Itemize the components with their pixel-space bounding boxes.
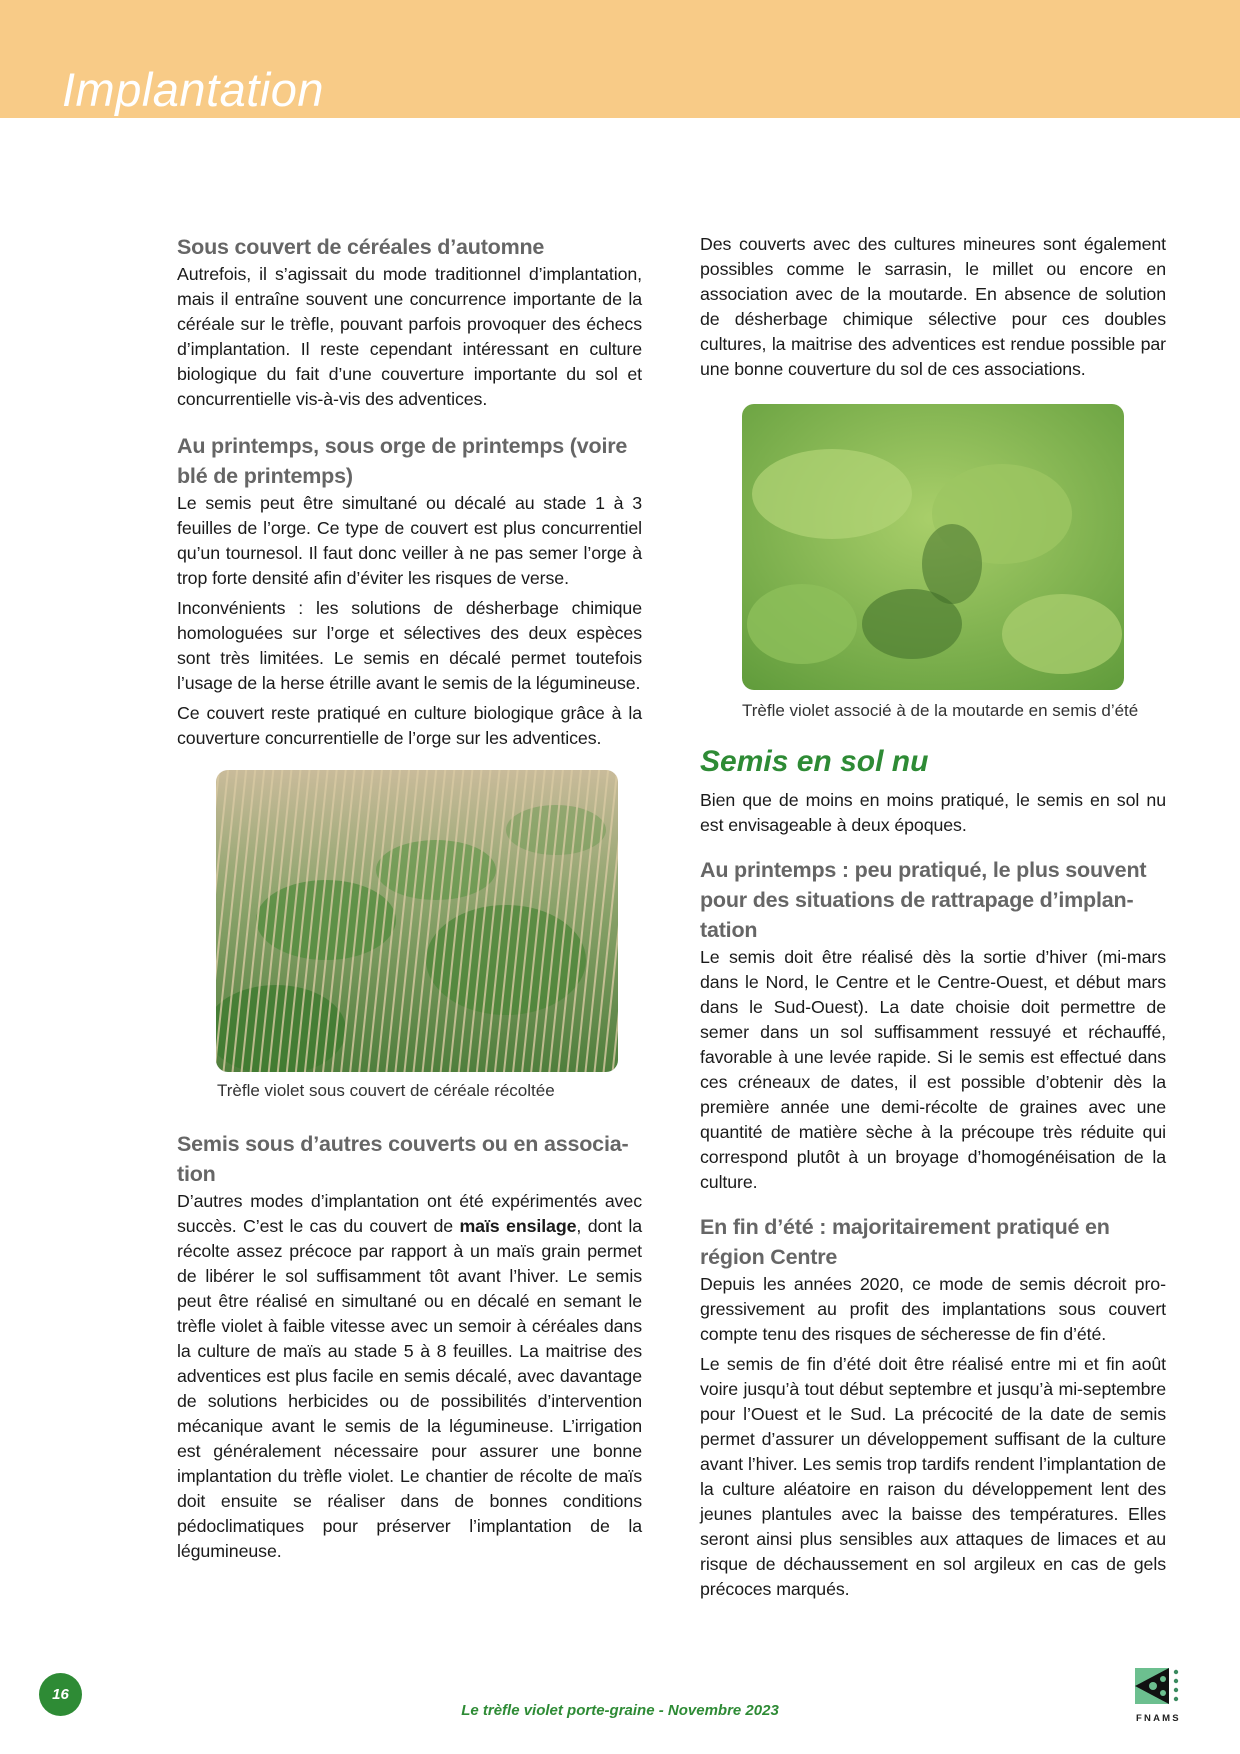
clover-mustard-image — [742, 404, 1124, 690]
paragraph: Des couverts avec des cultures mineures sont également possibles comme le sarrasin, le millet ou encore en association avec de la moutarde. En absence de solution de désherbage chimique sélective pour ces doubles cultures, la maitrise des adventices est rendue possible par une bonne couverture du sol de ces associations. — [700, 234, 1166, 379]
photo-clover-under-cereal — [216, 770, 618, 1072]
section-heading-late-summer: En fin d’été : majoritairement pratiqué en région Centre — [700, 1215, 1110, 1269]
fnams-logo-icon — [1135, 1668, 1181, 1706]
paragraph: Autrefois, il s’agissait du mode traditionnel d’implantation, mais il entraîne souvent une concurrence importante de la céréale sur le trèfle, pouvant parfois provoquer des échecs d’implantation. Il reste cependant intéressant en culture biologique du fait d’une couverture importante du sol et concurrentielle vis-à-vis des adventices. — [177, 264, 642, 409]
clover-stubble-image — [216, 770, 618, 1072]
paragraph: Le semis de fin d’été doit être réalisé entre mi et fin août voire jusqu’à tout début septembre et jusqu’à mi-septembre pour l’Ouest et le Sud. La précocité de la date de semis permet d’assurer un développement suffisant de la culture avant l’hiver. Les semis trop tardifs rendent l’implantation de la culture aléatoire en raison du développement lent des jeunes plantules avec la baisse des températures. Elles seront ainsi plus sensibles aux attaques de limaces et au risque de déchaussement en sol argileux en cas de gels précoces marqués. — [700, 1354, 1166, 1599]
photo-clover-mustard — [742, 404, 1124, 690]
right-column — [700, 232, 1166, 1607]
paragraph: Le semis peut être simultané ou décalé au stade 1 à 3 feuilles de l’orge. Ce type de couvert est plus concurrentiel qu’un tournesol. Il faut donc veiller à ne pas semer l’orge à trop forte densité afin d’éviter les risques de verse. — [177, 493, 642, 588]
paragraph: Depuis les années 2020, ce mode de semis décroit progressivement au profit des implantations sous couvert compte tenu des risques de sécheresse de fin d’été. — [700, 1274, 1166, 1344]
paragraph: Le semis doit être réalisé dès la sortie d’hiver (mi-mars dans le Nord, le Centre et le Centre-Ouest, et début mars dans le Sud-Ouest). La date choisie doit permettre de semer dans un sol suffisamment ressuyé et réchauffé, favorable à une levée rapide. Si le semis est effectué dans ces créneaux de dates, il est possible d’obtenir dès la première année une demi-récolte de graines avec une quantité de matière sèche à la précoupe très réduite qui correspond plutôt à un broyage d’homogénéisation de la culture. — [700, 947, 1166, 1192]
paragraph: Bien que de moins en moins pratiqué, le semis en sol nu est envisageable à deux époques. — [700, 790, 1166, 835]
paragraph: Ce couvert reste pratiqué en culture biologique grâce à la couverture concurrentielle de l’orge sur les adventices. — [177, 703, 642, 748]
photo-caption: Trèfle violet associé à de la moutarde en semis d’été — [742, 701, 1139, 720]
section-heading-autumn-cereal: Sous couvert de céréales d’automne — [177, 235, 545, 259]
text-run: , dont la récolte assez précoce par rapport à un maïs grain permet de libérer le sol suffisamment tôt avant l’hiver. Le semis peut être réalisé en simultané ou en décalé en semant le trèfle violet à faible vitesse avec un semoir à céréales dans la culture de maïs au stade 5 à 8 feuilles. La maitrise des adventices est plus facile en semis décalé, avec davantage de solutions herbicides ou de possibilités d’intervention mécanique avant le semis de la légumineuse. L’irrigation est généralement nécessaire pour assurer une bonne implantation du trèfle violet. Le chantier de récolte de maïs doit ensuite se réaliser dans de bonnes conditions pédoclimatiques pour préserver l’implantation de la légumineuse. — [177, 1216, 642, 1561]
bold-term: maïs ensilage — [459, 1216, 577, 1236]
section-heading-spring-barley: Au printemps, sous orge de printemps (voire blé de printemps) — [177, 434, 628, 488]
paragraph: Inconvénients : les solutions de désherbage chimique homologuées sur l’orge et sélectives des deux espèces sont très limitées. Le semis en décalé permet toutefois l’usage de la herse étrille avant le semis de la légumineuse. — [177, 598, 642, 693]
fnams-logo — [1135, 1668, 1185, 1724]
page-section-title: Implantation — [62, 63, 325, 116]
left-column — [177, 232, 642, 1569]
main-heading-bare-soil: Semis en sol nu — [700, 745, 929, 778]
photo-caption: Trèfle violet sous couvert de céréale récoltée — [217, 1081, 555, 1100]
paragraph — [177, 1189, 642, 1564]
text-run: D’autres modes d’implantation ont été expérimentés avec succès. C’est le cas du couvert de — [177, 1191, 642, 1236]
logo-text: FNAMS — [1136, 1713, 1181, 1724]
section-heading-other-covers: Semis sous d’autres couverts ou en association — [177, 1132, 629, 1186]
page-number-badge: 16 — [39, 1673, 82, 1716]
footer-publication: Le trèfle violet porte-graine - Novembre 2023 — [461, 1702, 779, 1719]
section-heading-spring-bare: Au printemps : peu pratiqué, le plus souvent pour des situations de rattrapage d’implantation — [700, 858, 1147, 942]
